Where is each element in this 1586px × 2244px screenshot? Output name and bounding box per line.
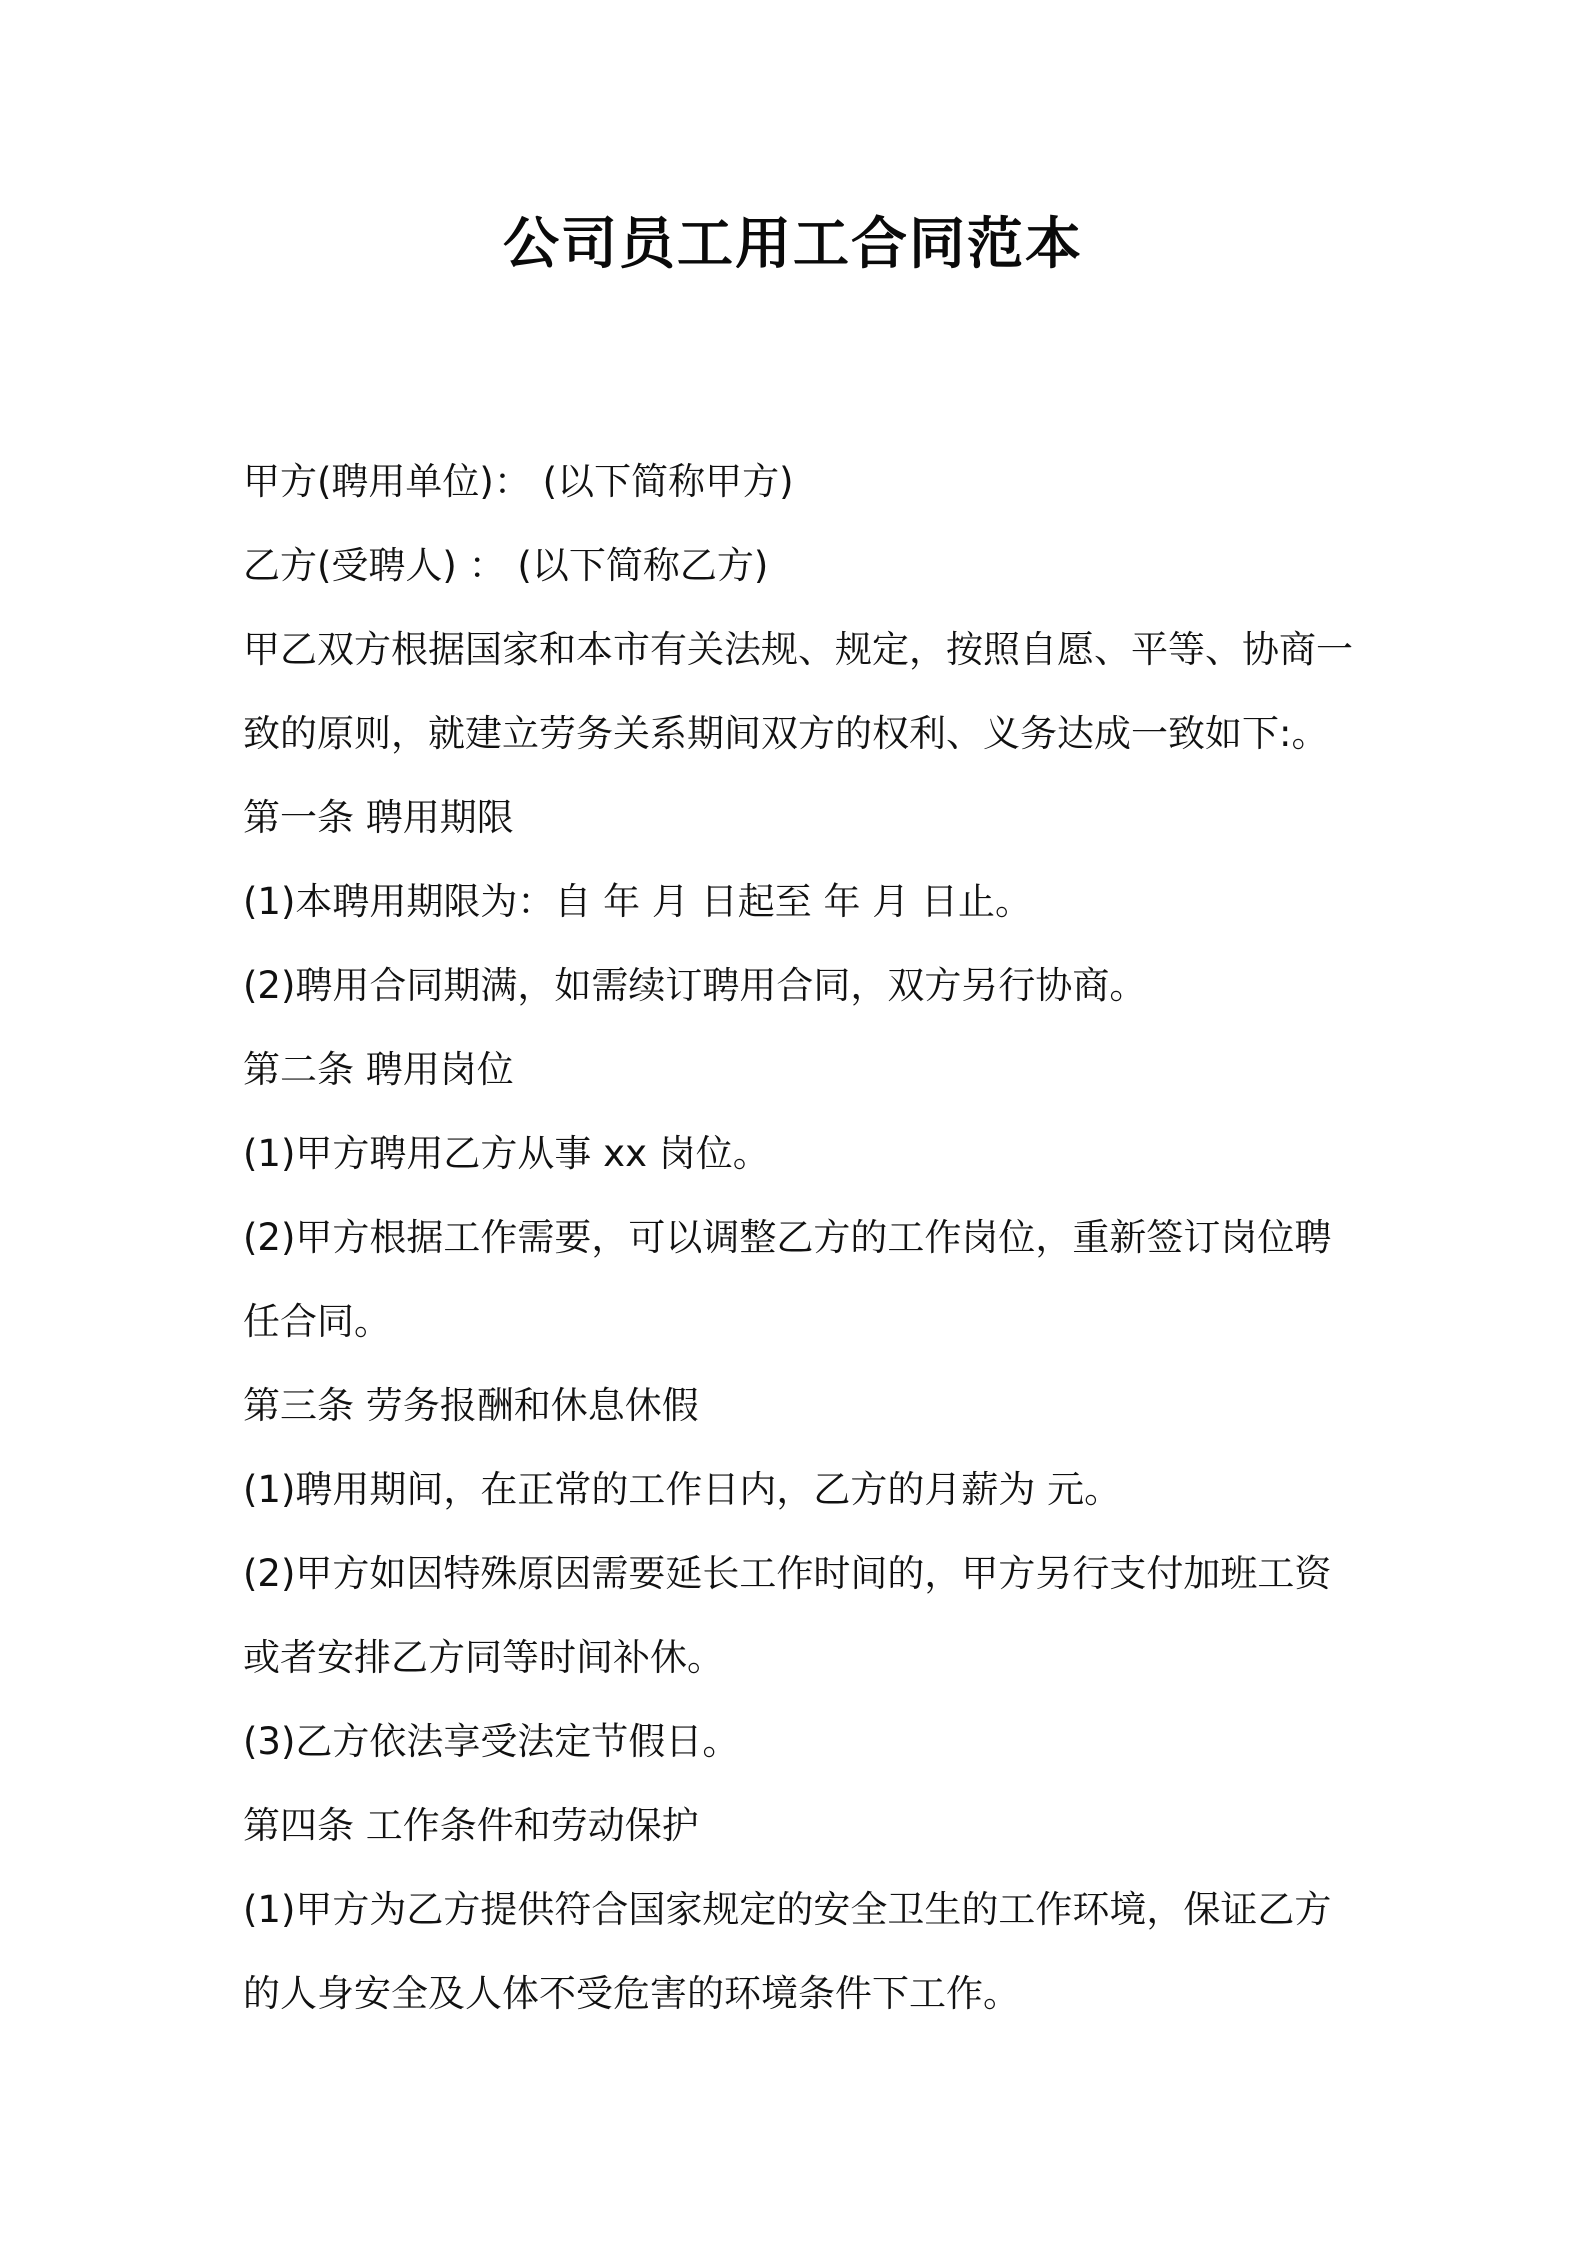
contract-body [243,440,1353,2036]
article-2-clause-2-line-1: (2)甲方根据工作需要，可以调整乙方的工作岗位，重新签订岗位聘 [243,1216,1332,1259]
article-4-clause-1-line-1: (1)甲方为乙方提供符合国家规定的安全卫生的工作环境，保证乙方 [243,1888,1332,1931]
article-2-heading: 第二条 聘用岗位 [243,1048,514,1091]
article-3-heading: 第三条 劳务报酬和休息休假 [243,1384,699,1427]
article-2-clause-1: (1)甲方聘用乙方从事 xx 岗位。 [243,1132,770,1175]
party-a-line: 甲方(聘用单位)： (以下简称甲方) [243,460,794,503]
article-1-heading: 第一条 聘用期限 [243,796,514,839]
party-b-line: 乙方(受聘人) ： (以下简称乙方) [243,544,769,587]
article-2-clause-2-line-2: 任合同。 [243,1300,391,1343]
article-3-clause-2-line-1: (2)甲方如因特殊原因需要延长工作时间的，甲方另行支付加班工资 [243,1552,1332,1595]
article-3-clause-3: (3)乙方依法享受法定节假日。 [243,1720,740,1763]
article-3-clause-1: (1)聘用期间，在正常的工作日内，乙方的月薪为 元。 [243,1468,1122,1511]
preamble-line-2: 致的原则，就建立劳务关系期间双方的权利、义务达成一致如下:。 [243,712,1329,755]
article-4-heading: 第四条 工作条件和劳动保护 [243,1804,699,1847]
article-1-clause-1: (1)本聘用期限为：自 年 月 日起至 年 月 日止。 [243,880,1032,923]
article-4-clause-1-line-2: 的人身安全及人体不受危害的环境条件下工作。 [243,1972,1020,2015]
article-3-clause-2-line-2: 或者安排乙方同等时间补休。 [243,1636,724,1679]
preamble-line-1: 甲乙双方根据国家和本市有关法规、规定，按照自愿、平等、协商一 [243,628,1353,671]
article-1-clause-2: (2)聘用合同期满，如需续订聘用合同，双方另行协商。 [243,964,1147,1007]
document-title: 公司员工用工合同范本 [503,212,1083,277]
